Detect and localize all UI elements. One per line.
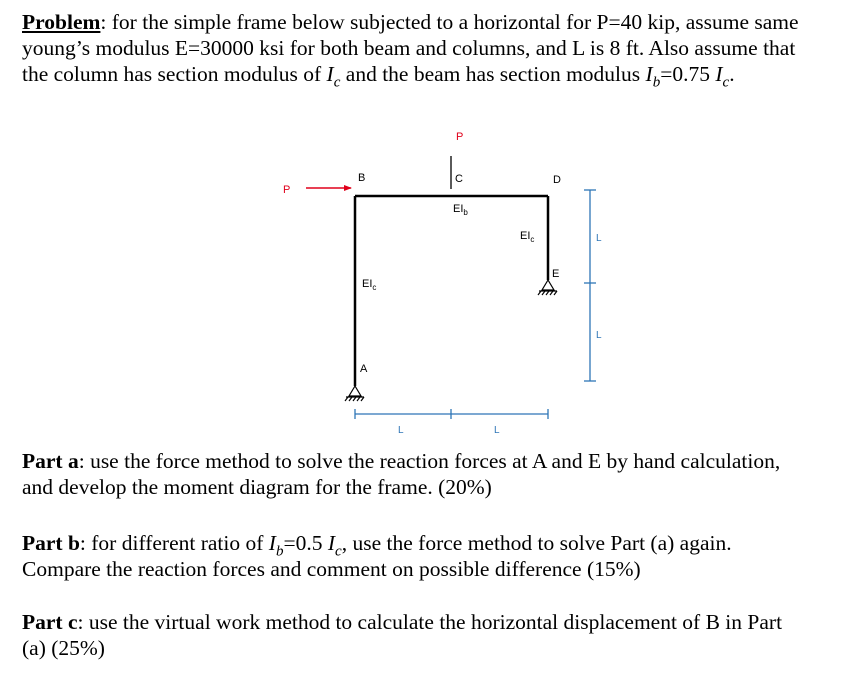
label-p-left: P — [283, 184, 291, 196]
label-c: C — [455, 173, 463, 185]
pin-support-a — [345, 386, 364, 401]
problem-line-3: the column has section modulus of $I_c$ and the beam has section modulus $I_b=0.75$ $I_c$. — [22, 62, 735, 91]
problem-label: Problem — [22, 10, 101, 34]
part-a-label: Part a — [22, 449, 79, 473]
label-l-vertical-2: L — [596, 330, 602, 341]
frame-members — [355, 196, 548, 386]
label-l-vertical-1: L — [596, 233, 602, 244]
label-eic-right: $EI_c$ — [520, 230, 535, 244]
part-a-line-2: and develop the moment diagram for the frame. (20%) — [22, 475, 492, 499]
ib-symbol: $I_b$ — [645, 62, 661, 91]
label-eib: $EI_b$ — [453, 203, 468, 217]
part-a — [22, 448, 859, 500]
label-l-horizontal-2: L — [494, 425, 500, 436]
label-b: B — [358, 172, 366, 184]
label-d: D — [553, 174, 561, 186]
label-l-horizontal-1: L — [398, 425, 404, 436]
ib-symbol-b: $I_b$ — [268, 531, 284, 560]
ic-symbol-2: $I_c$ — [715, 62, 730, 91]
part-b-label: Part b — [22, 531, 80, 555]
vertical-dimension — [584, 190, 596, 381]
problem-line-2: young’s modulus E=30000 ksi for both beam and columns, and L is 8 ft. Also assume that — [22, 36, 796, 60]
label-eic-left: $EI_c$ — [362, 278, 377, 292]
part-a-line-1: Part a: use the force method to solve the reaction forces at A and E by hand calculation, — [22, 449, 781, 473]
part-b-line-1: Part b: for different ratio of $I_b=0.5$ $I_c$, use the force method to solve Part (a) again. — [22, 531, 732, 560]
part-c-label: Part c — [22, 610, 78, 634]
part-b-line-2: Compare the reaction forces and comment on possible difference (15%) — [22, 557, 641, 581]
label-a: A — [360, 363, 368, 375]
label-e: E — [552, 268, 560, 280]
part-c-line-1: Part c: use the virtual work method to calculate the horizontal displacement of B in Part — [22, 610, 783, 634]
part-c — [22, 609, 859, 661]
horizontal-dimension — [355, 409, 548, 419]
label-p-top: P — [456, 131, 464, 143]
ic-symbol: $I_c$ — [326, 62, 341, 91]
part-c-line-2: (a) (25%) — [22, 636, 105, 660]
pin-support-e — [538, 280, 557, 295]
problem-line-1: Problem: for the simple frame below subjected to a horizontal for P=40 kip, assume same — [22, 10, 799, 34]
part-b — [22, 530, 859, 582]
ic-symbol-b: $I_c$ — [327, 531, 342, 560]
